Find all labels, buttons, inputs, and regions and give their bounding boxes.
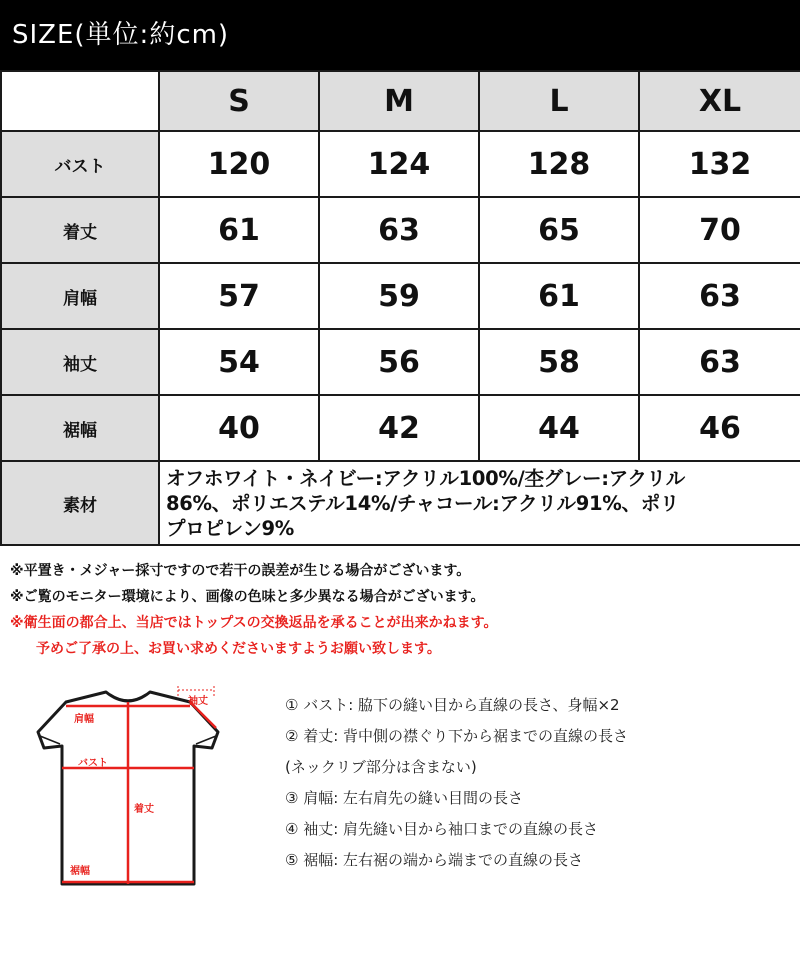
- cell-value: 63: [639, 329, 800, 395]
- row-hem: [1, 395, 800, 461]
- cell-value: 63: [639, 263, 800, 329]
- size-col-s: S: [159, 71, 319, 131]
- cell-value: 61: [159, 197, 319, 263]
- size-header-row: [1, 71, 800, 131]
- measurement-diagram: [18, 684, 238, 894]
- legend-item-length-note: (ネックリブ部分は含まない): [285, 758, 477, 776]
- measurement-legend: [285, 690, 785, 876]
- row-sleeve: [1, 329, 800, 395]
- cell-value: 128: [479, 131, 639, 197]
- row-label-shoulder: 肩幅: [1, 263, 159, 329]
- row-label-material: 素材: [1, 461, 159, 545]
- legend-item-shoulder: ③ 肩幅: 左右肩先の縫い目間の長さ: [285, 789, 524, 807]
- legend-item-sleeve: ④ 袖丈: 肩先縫い目から袖口までの直線の長さ: [285, 820, 599, 838]
- row-length: [1, 197, 800, 263]
- diagram-label-hem: 裾幅: [70, 866, 90, 877]
- tshirt-diagram: [18, 684, 238, 894]
- size-title: SIZE(単位:約cm): [12, 20, 230, 50]
- table-corner-cell: [1, 71, 159, 131]
- cell-value: 40: [159, 395, 319, 461]
- cell-value: 120: [159, 131, 319, 197]
- size-header: [0, 0, 800, 70]
- size-col-l: L: [479, 71, 639, 131]
- cell-value: 42: [319, 395, 479, 461]
- row-label-length: 着丈: [1, 197, 159, 263]
- row-shoulder: [1, 263, 800, 329]
- cell-value: 44: [479, 395, 639, 461]
- cell-value: 58: [479, 329, 639, 395]
- note-monitor: ※ご覧のモニター環境により、画像の色味と多少異なる場合がございます。: [10, 589, 485, 605]
- cell-value: 63: [319, 197, 479, 263]
- diagram-label-bust: バスト: [78, 758, 108, 769]
- material-line: オフホワイト・ネイビー:アクリル100%/杢グレー:アクリル: [166, 466, 685, 490]
- cell-value: 46: [639, 395, 800, 461]
- material-line: プロピレン9%: [166, 516, 295, 540]
- diagram-label-length: 着丈: [134, 804, 154, 815]
- row-bust: [1, 131, 800, 197]
- cell-value: 59: [319, 263, 479, 329]
- note-measurement: ※平置き・メジャー採寸ですので若干の誤差が生じる場合がございます。: [10, 563, 471, 579]
- material-line: 86%、ポリエステル14%/チャコール:アクリル91%、ポリ: [166, 491, 680, 515]
- legend-item-length: ② 着丈: 背中側の襟ぐり下から裾までの直線の長さ: [285, 727, 629, 745]
- size-table: [0, 70, 800, 546]
- row-material: [1, 461, 800, 545]
- diagram-label-shoulder: 肩幅: [74, 714, 94, 725]
- cell-value: 61: [479, 263, 639, 329]
- legend-item-bust: ① バスト: 脇下の縫い目から直線の長さ、身幅×2: [285, 696, 620, 714]
- size-col-xl: XL: [639, 71, 800, 131]
- row-label-bust: バスト: [1, 131, 159, 197]
- legend-item-hem: ⑤ 裾幅: 左右裾の端から端までの直線の長さ: [285, 851, 584, 869]
- cell-value: 56: [319, 329, 479, 395]
- row-label-sleeve: 袖丈: [1, 329, 159, 395]
- size-col-m: M: [319, 71, 479, 131]
- row-label-hem: 裾幅: [1, 395, 159, 461]
- cell-value: 65: [479, 197, 639, 263]
- cell-value: 132: [639, 131, 800, 197]
- cell-value: 54: [159, 329, 319, 395]
- cell-value: 124: [319, 131, 479, 197]
- note-no-returns: ※衛生面の都合上、当店ではトップスの交換返品を承ることが出来かねます。: [10, 615, 498, 631]
- notes-section: [10, 558, 790, 662]
- cell-value: 57: [159, 263, 319, 329]
- note-acknowledge: 予めご了承の上、お買い求めくださいますようお願い致します。: [36, 641, 441, 657]
- material-text: [159, 461, 800, 545]
- diagram-label-sleeve: 袖丈: [188, 696, 208, 707]
- cell-value: 70: [639, 197, 800, 263]
